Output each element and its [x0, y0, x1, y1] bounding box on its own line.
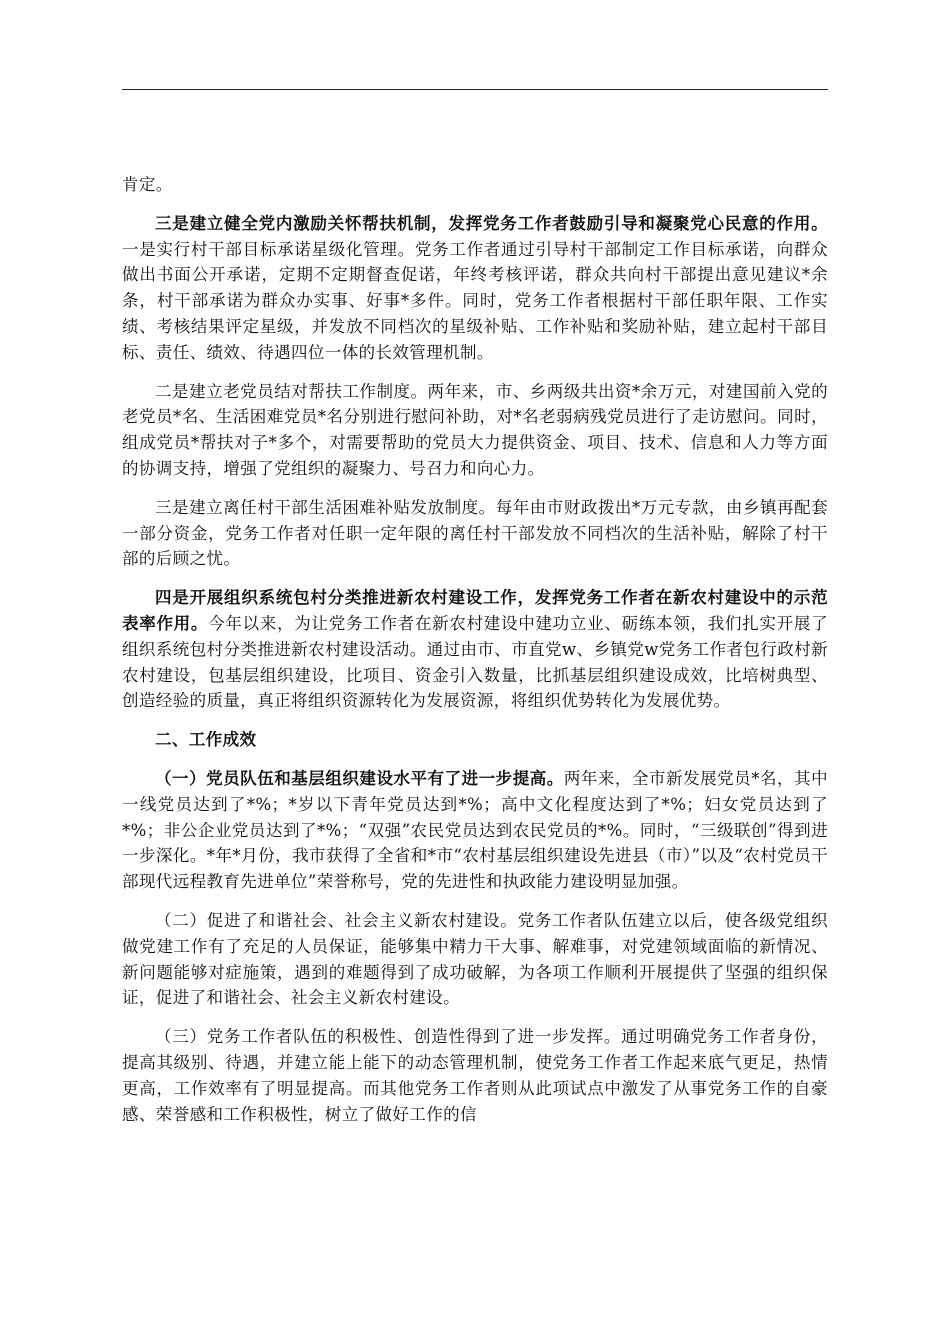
- paragraph-2: [122, 211, 828, 366]
- paragraph-4: [122, 495, 828, 572]
- section-heading-results: [122, 727, 828, 753]
- paragraph-1-text: 肯定。: [122, 175, 173, 194]
- paragraph-2-bold-lead: 三是建立健全党内激励关怀帮扶机制，发挥党务工作者鼓励引导和凝聚党心民意的作用。: [155, 213, 828, 233]
- paragraph-8: [122, 908, 828, 1011]
- paragraph-7-text: 两年来，全市新发展党员*名，其中一线党员达到了*%；*岁以下青年党员达到*%；高中文化程度达到了*%；妇女党员达到了*%；非公企业党员达到了*%；“双强”农民党员达到农民党员的*%。同时，“三级联创”得到进一步深化。*年*月份，我市获得了全省和*市“农村基层组织建设先进县（市）”以及“农村党员干部现代远程教育先进单位”荣誉称号，党的先进性和执政能力建设明显加强。: [122, 768, 828, 892]
- paragraph-9-text: （三）党务工作者队伍的积极性、创造性得到了进一步发挥。通过明确党务工作者身份，提高其级别、待遇，并建立能上能下的动态管理机制，使党务工作者工作起来底气更足，热情更高，工作效率有了明显提高。而其他党务工作者则从此项试点中激发了从事党务工作的自豪感、荣誉感和工作积极性，树立了做好工作的信: [122, 1027, 828, 1124]
- paragraph-2-text: 一是实行村干部目标承诺星级化管理。党务工作者通过引导村干部制定工作目标承诺，向群众做出书面公开承诺，定期不定期督查促诺，年终考核评诺，群众共向村干部提出意见建议*余条，村干部承诺为群众办实事、好事*多件。同时，党务工作者根据村干部任职年限、工作实绩、考核结果评定星级，并发放不同档次的星级补贴、工作补贴和奖励补贴，建立起村干部目标、责任、绩效、待遇四位一体的长效管理机制。: [122, 239, 828, 362]
- paragraph-7: [122, 766, 828, 895]
- section-heading-text: 二、工作成效: [155, 730, 257, 750]
- paragraph-4-text: 三是建立离任村干部生活困难补贴发放制度。每年由市财政拨出*万元专款，由乡镇再配套一部分资金，党务工作者对任职一定年限的离任村干部发放不同档次的生活补贴，解除了村干部的后顾之忧。: [122, 497, 828, 569]
- paragraph-1: [122, 172, 828, 198]
- paragraph-3: [122, 379, 828, 482]
- paragraph-7-bold-lead: （一）党员队伍和基层组织建设水平有了进一步提高。: [155, 768, 564, 788]
- paragraph-3-text: 二是建立老党员结对帮扶工作制度。两年来，市、乡两级共出资*余万元，对建国前入党的老党员*名、生活困难党员*名分别进行慰问补助，对*名老弱病残党员进行了走访慰问。同时，组成党员*帮扶对子*多个，对需要帮助的党员大力提供资金、项目、技术、信息和人力等方面的协调支持，增强了党组织的凝聚力、号召力和向心力。: [122, 381, 828, 478]
- paragraph-5-bold-lead: 四是开展组织系统包村分类推进新农村建设工作，发挥党务工作者在新农村建设中的示范表率作用。: [122, 588, 828, 633]
- header-rule: [122, 89, 828, 90]
- paragraph-8-text: （二）促进了和谐社会、社会主义新农村建设。党务工作者队伍建立以后，使各级党组织做党建工作有了充足的人员保证，能够集中精力干大事、解难事，对党建领域面临的新情况、新问题能够对症施策，遇到的难题得到了成功破解，为各项工作顺利开展提供了坚强的组织保证，促进了和谐社会、社会主义新农村建设。: [122, 910, 828, 1008]
- paragraph-5-text: 今年以来，为让党务工作者在新农村建设中建功立业、砺练本领，我们扎实开展了组织系统包村分类推进新农村建设活动。通过由市、市直党w、乡镇党w党务工作者包行政村新农村建设，包基层组织建设，比项目、资金引入数量，比抓基层组织建设成效，比培树典型、创造经验的质量，真正将组织资源转化为发展资源，将组织优势转化为发展优势。: [122, 613, 828, 711]
- paragraph-5: [122, 585, 828, 714]
- document-body: [122, 172, 828, 1140]
- paragraph-9: [122, 1024, 828, 1127]
